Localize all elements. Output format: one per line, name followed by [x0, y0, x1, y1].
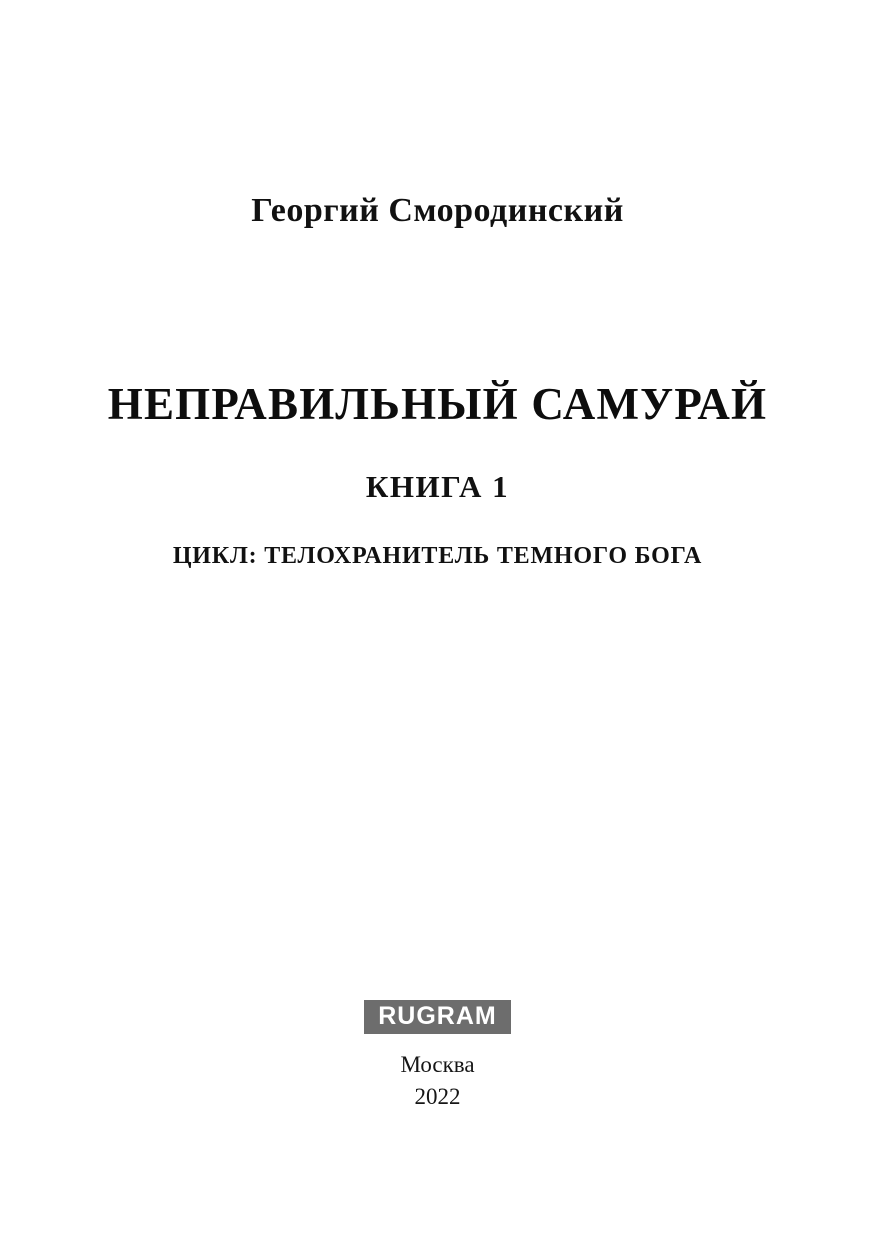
book-title: НЕПРАВИЛЬНЫЙ САМУРАЙ: [107, 379, 768, 430]
publication-city: Москва: [400, 1052, 475, 1078]
book-number: КНИГА 1: [365, 468, 510, 504]
publisher-logo: RUGRAM: [364, 1000, 511, 1034]
author-name: Георгий Смородинский: [251, 192, 624, 229]
publisher-block: [0, 1000, 875, 1112]
publication-year: 2022: [414, 1084, 461, 1109]
series-name: ЦИКЛ: ТЕЛОХРАНИТЕЛЬ ТЕМНОГО БОГА: [172, 542, 703, 569]
